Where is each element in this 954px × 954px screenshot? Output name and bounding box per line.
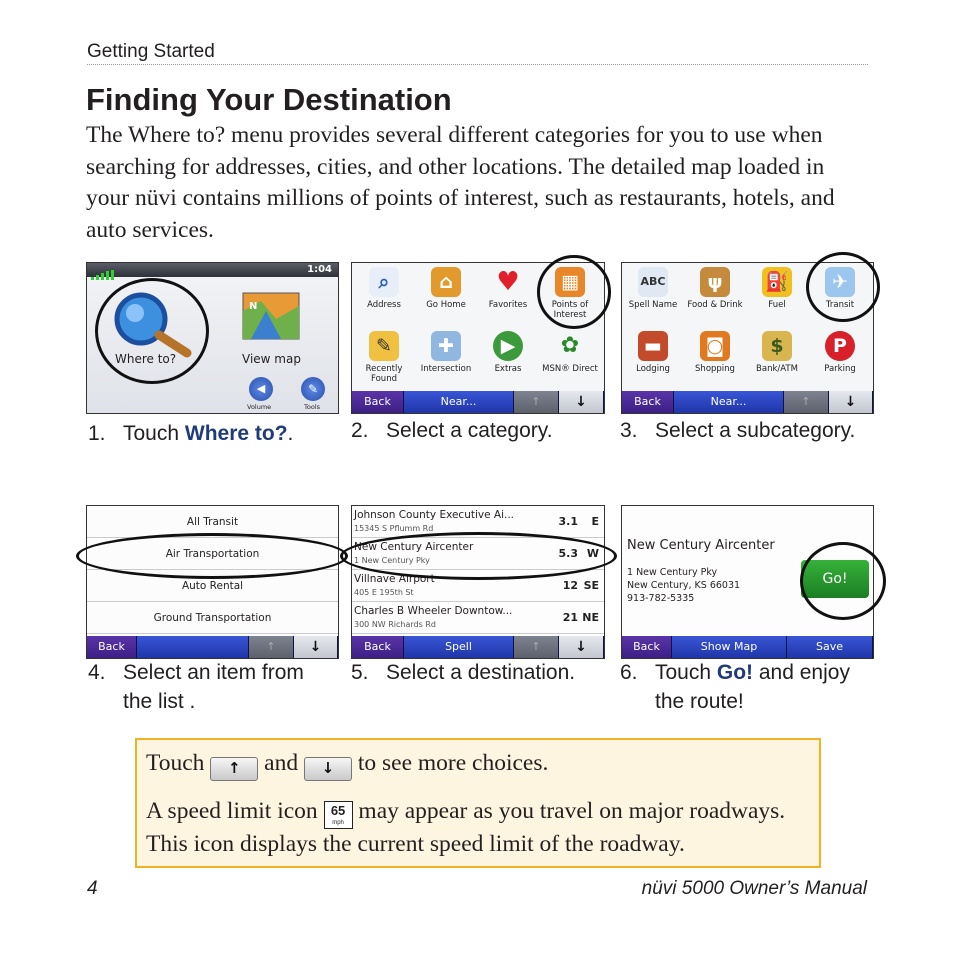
back-button[interactable]: Back (352, 391, 404, 413)
scroll-down-button[interactable]: ↓ (559, 391, 604, 413)
tile-shopping[interactable]: ◙ Shopping (685, 331, 745, 374)
tools-label: Tools (304, 403, 321, 411)
speed-limit-icon: 65 mph (324, 801, 353, 829)
svg-text:N: N (249, 301, 258, 312)
go-bold: Go! (716, 661, 754, 684)
bar-spacer (137, 636, 249, 658)
destination-city: New Century, KS 66031 (627, 580, 741, 591)
parking-icon: P (825, 331, 855, 361)
volume-icon[interactable]: ◀ (249, 377, 273, 401)
tile-recently-found[interactable]: ✎ Recently Found (354, 331, 414, 384)
highlight-air-transportation (76, 533, 348, 579)
highlight-go (800, 542, 886, 620)
intro-paragraph: The Where to? menu provides several different categories for you to use when searching for addresses, cities, and other locations. The detailed map loaded in your nüvi contains millions of points of interest, such as restaurants, hotels, and auto services. (86, 122, 835, 243)
tile-food-drink[interactable]: ψ Food & Drink (685, 267, 745, 310)
tile-transit[interactable]: ✈ Transit (810, 267, 870, 310)
list-item[interactable]: Air Transportation (87, 538, 338, 570)
heart-icon: ♥ (496, 267, 520, 297)
bottom-bar (352, 391, 604, 413)
highlight-where-to (95, 278, 209, 384)
back-button[interactable]: Back (87, 636, 137, 658)
signal-icon (91, 265, 117, 275)
highlight-transit (806, 252, 880, 322)
where-to-bold: Where to? (184, 422, 288, 445)
money-icon: $ (762, 331, 792, 361)
home-icon: ⌂ (431, 267, 461, 297)
airplane-icon: ✈ (825, 267, 855, 297)
destination-name: New Century Aircenter (627, 538, 775, 553)
tile-bank-atm[interactable]: $ Bank/ATM (747, 331, 807, 374)
tile-parking[interactable]: P Parking (810, 331, 870, 374)
tools-icon[interactable]: ✎ (301, 377, 325, 401)
volume-label: Volume (247, 403, 272, 411)
tip-scroll-line: Touch ↑ and ↓ to see more choices. (146, 750, 548, 781)
back-button[interactable]: Back (622, 636, 672, 658)
tile-points-of-interest[interactable]: ▦ Points of Interest (540, 267, 600, 320)
down-arrow-icon: ↓ (304, 757, 352, 781)
scroll-up-button[interactable]: ↑ (514, 636, 559, 658)
scroll-up-button[interactable]: ↑ (784, 391, 829, 413)
manual-title: nüvi 5000 Owner’s Manual (641, 878, 867, 899)
bottom-bar (622, 391, 873, 413)
intersection-icon: ✚ (431, 331, 461, 361)
section-label: Getting Started (87, 41, 215, 62)
up-arrow-icon: ↑ (210, 757, 258, 781)
highlight-new-century (340, 532, 617, 580)
fork-knife-icon: ψ (700, 267, 730, 297)
bottom-bar (87, 636, 338, 658)
extras-icon: ▶ (493, 331, 523, 361)
msn-icon: ✿ (560, 333, 580, 358)
tip-speed-line: A speed limit icon 65 mph may appear as you travel on major roadways. This icon displays the current speed limit of the roadway. (146, 798, 786, 857)
destination-address: 1 New Century Pky (627, 567, 718, 578)
table-row[interactable]: Charles B Wheeler Downtow... 300 NW Richards Rd 21 NE (352, 602, 604, 634)
destination-phone: 913-782-5335 (627, 593, 695, 604)
where-to-label[interactable]: Where to? (115, 352, 177, 366)
near-button[interactable]: Near... (404, 391, 514, 413)
back-button[interactable]: Back (622, 391, 674, 413)
tip-box (135, 738, 821, 868)
status-bar (87, 263, 338, 277)
poi-icon: ▦ (555, 267, 585, 297)
list-item[interactable]: Ground Transportation (87, 602, 338, 634)
map-icon[interactable] (241, 291, 301, 341)
view-map-label[interactable]: View map (242, 352, 301, 366)
abc-icon: ABC (638, 267, 668, 297)
spell-button[interactable]: Spell (404, 636, 514, 658)
scroll-up-button[interactable]: ↑ (514, 391, 559, 413)
tile-extras[interactable]: ▶ Extras (478, 331, 538, 374)
list-item[interactable]: All Transit (87, 506, 338, 538)
tile-address[interactable]: ⌕ Address (354, 267, 414, 310)
scroll-down-button[interactable]: ↓ (829, 391, 873, 413)
header-divider (87, 64, 868, 65)
tile-favorites[interactable]: ♥ Favorites (488, 267, 528, 310)
back-button[interactable]: Back (352, 636, 404, 658)
fuel-icon: ⛽ (762, 267, 792, 297)
screen-transit-list (86, 505, 339, 659)
list-item[interactable]: Auto Rental (87, 570, 338, 602)
scroll-down-button[interactable]: ↓ (294, 636, 338, 658)
highlight-points-of-interest (537, 255, 611, 329)
tile-fuel[interactable]: ⛽ Fuel (747, 267, 807, 310)
tile-go-home[interactable]: ⌂ Go Home (416, 267, 476, 310)
screen-results (351, 505, 605, 659)
save-button[interactable]: Save (787, 636, 873, 658)
bottom-bar (352, 636, 604, 658)
tile-lodging[interactable]: ▬ Lodging (623, 331, 683, 374)
bottom-bar (622, 636, 873, 658)
scroll-down-button[interactable]: ↓ (559, 636, 604, 658)
tile-spell-name[interactable]: ABC Spell Name (623, 267, 683, 310)
recent-icon: ✎ (369, 331, 399, 361)
show-map-button[interactable]: Show Map (672, 636, 787, 658)
tile-intersection[interactable]: ✚ Intersection (416, 331, 476, 374)
bag-icon: ◙ (700, 331, 730, 361)
bed-icon: ▬ (638, 331, 668, 361)
tile-msn-direct[interactable]: ✿ MSN® Direct (542, 333, 598, 374)
table-row[interactable]: Villnave Airport 405 E 195th St 12 SE (352, 570, 604, 602)
clock: 1:04 (307, 264, 332, 275)
go-button[interactable]: Go! (801, 560, 869, 598)
address-icon: ⌕ (369, 267, 399, 297)
table-row[interactable]: New Century Aircenter 1 New Century Pky 5.3 W (352, 538, 604, 570)
table-row[interactable]: Johnson County Executive Ai... 15345 S Pflumm Rd 3.1 E (352, 506, 604, 538)
page-title: Finding Your Destination (86, 82, 452, 117)
scroll-up-button[interactable]: ↑ (249, 636, 294, 658)
near-button[interactable]: Near... (674, 391, 784, 413)
page-number: 4 (87, 878, 98, 899)
